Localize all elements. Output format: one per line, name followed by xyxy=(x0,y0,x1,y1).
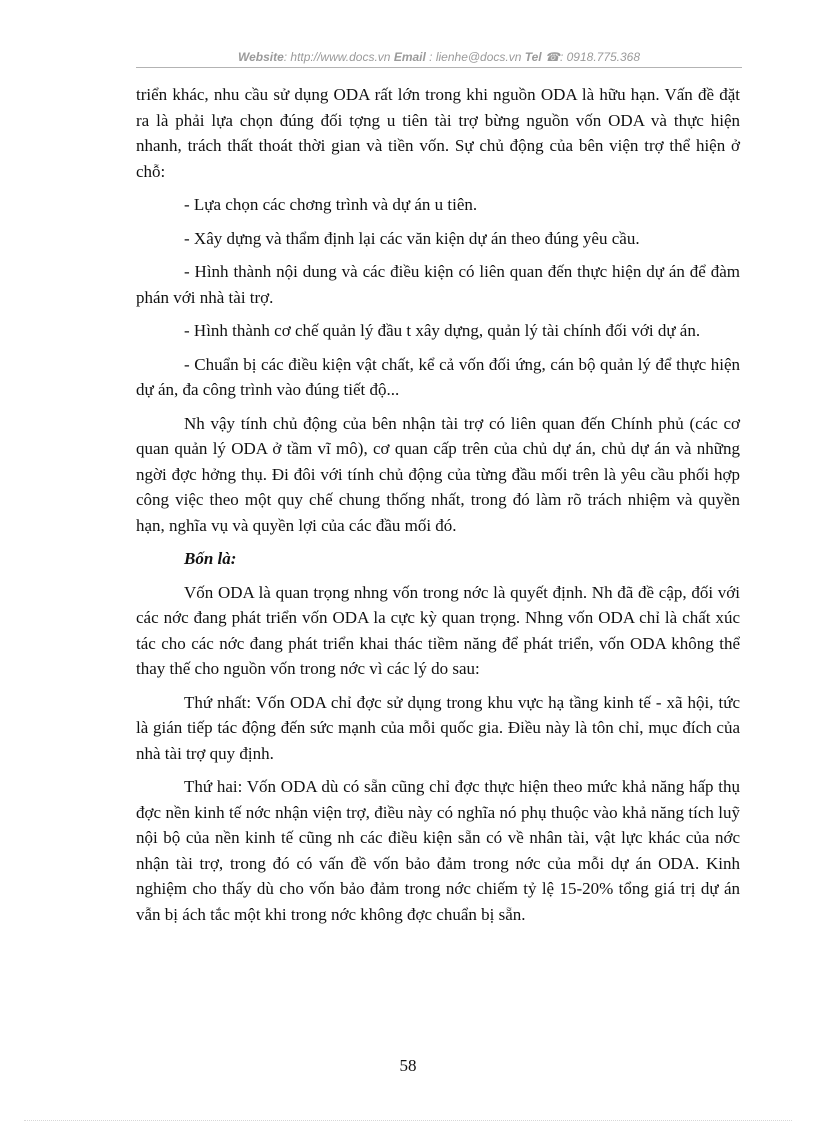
header-divider xyxy=(136,67,742,68)
email-value: : lienhe@docs.vn xyxy=(429,50,522,64)
list-item: - Lựa chọn các chơng trình và dự án u tiên. xyxy=(184,195,478,214)
paragraph: Thứ hai: Vốn ODA dù có sẵn cũng chỉ đợc thực hiện theo mức khả năng hấp thụ đợc nền kinh tế nớc nhận viện trợ, điều này có nghĩa nó phụ thuộc vào khả năng tích luỹ nội bộ của nền kinh tế cũng nh các điều kiện sẵn có về nhân tài, vật lực khác của nớc nhận tài trợ, trong đó có vấn đề vốn bảo đảm trong nớc của mỗi dự án ODA. Kinh nghiệm cho thấy dù cho vốn bảo đảm trong nớc chiếm tỷ lệ 15-20% tổng giá trị dự án vẫn bị ách tắc một khi trong nớc không đợc chuẩn bị sẵn. xyxy=(136,777,740,924)
website-label: Website xyxy=(237,50,284,64)
paragraph: Thứ nhất: Vốn ODA chỉ đợc sử dụng trong khu vực hạ tầng kinh tế - xã hội, tức là gián tiếp tác động đến sức mạnh của mỗi quốc gia. Điều này là tôn chỉ, mục đích của nhà tài trợ quy định. xyxy=(136,692,740,763)
list-item: - Hình thành nội dung và các điều kiện có liên quan đến thực hiện dự án để đàm phán với nhà tài trợ. xyxy=(136,262,740,307)
list-item: - Chuẩn bị các điều kiện vật chất, kể cả vốn đối ứng, cán bộ quản lý để thực hiện dự án, đa công trình vào đúng tiết độ... xyxy=(136,354,740,399)
paragraph: triển khác, nhu cầu sử dụng ODA rất lớn trong khi nguồn ODA là hữu hạn. Vấn đề đặt ra là phải lựa chọn đúng đối tợng u tiên tài trợ bừng nguồn vốn ODA và thực hiện nhanh, trách thất thoát thời gian và tiền vốn. Sự chủ động của bên viện trợ thể hiện ở chỗ: xyxy=(136,85,740,181)
page-header xyxy=(136,50,742,64)
tel-value: : 0918.775.368 xyxy=(559,50,641,64)
page-body xyxy=(136,82,740,935)
phone-icon: ☎ xyxy=(545,50,560,64)
website-value: : http://www.docs.vn xyxy=(283,50,391,64)
bottom-divider xyxy=(24,1120,792,1121)
list-item: - Hình thành cơ chế quản lý đầu t xây dựng, quản lý tài chính đối với dự án. xyxy=(184,321,701,340)
paragraph: Vốn ODA là quan trọng nhng vốn trong nớc là quyết định. Nh đã đề cập, đối với các nớc đang phát triển vốn ODA la cực kỳ quan trọng. Nhng vốn ODA chỉ là chất xúc tác cho các nớc đang phát triển khai thác tiềm năng để phát triển, vốn ODA không thể thay thế cho nguồn vốn trong nớc vì các lý do sau: xyxy=(136,582,740,678)
tel-label: Tel xyxy=(524,50,542,64)
page-number: 58 xyxy=(399,1056,417,1075)
section-heading: Bốn là: xyxy=(184,549,237,568)
email-label: Email xyxy=(393,50,426,64)
list-item: - Xây dựng và thẩm định lại các văn kiện dự án theo đúng yêu cầu. xyxy=(184,228,640,248)
paragraph: Nh vậy tính chủ động của bên nhận tài trợ có liên quan đến Chính phủ (các cơ quan quản lý ODA ở tầm vĩ mô), cơ quan cấp trên của chủ dự án, chủ dự án và những ngời đợc hởng thụ. Đi đôi với tính chủ động của từng đầu mối trên là yêu cầu phối hợp công việc theo một quy chế chung thống nhất, trong đó làm rõ trách nhiệm và quyền hạn, nghĩa vụ và quyền lợi của các đầu mối đó. xyxy=(136,413,740,535)
